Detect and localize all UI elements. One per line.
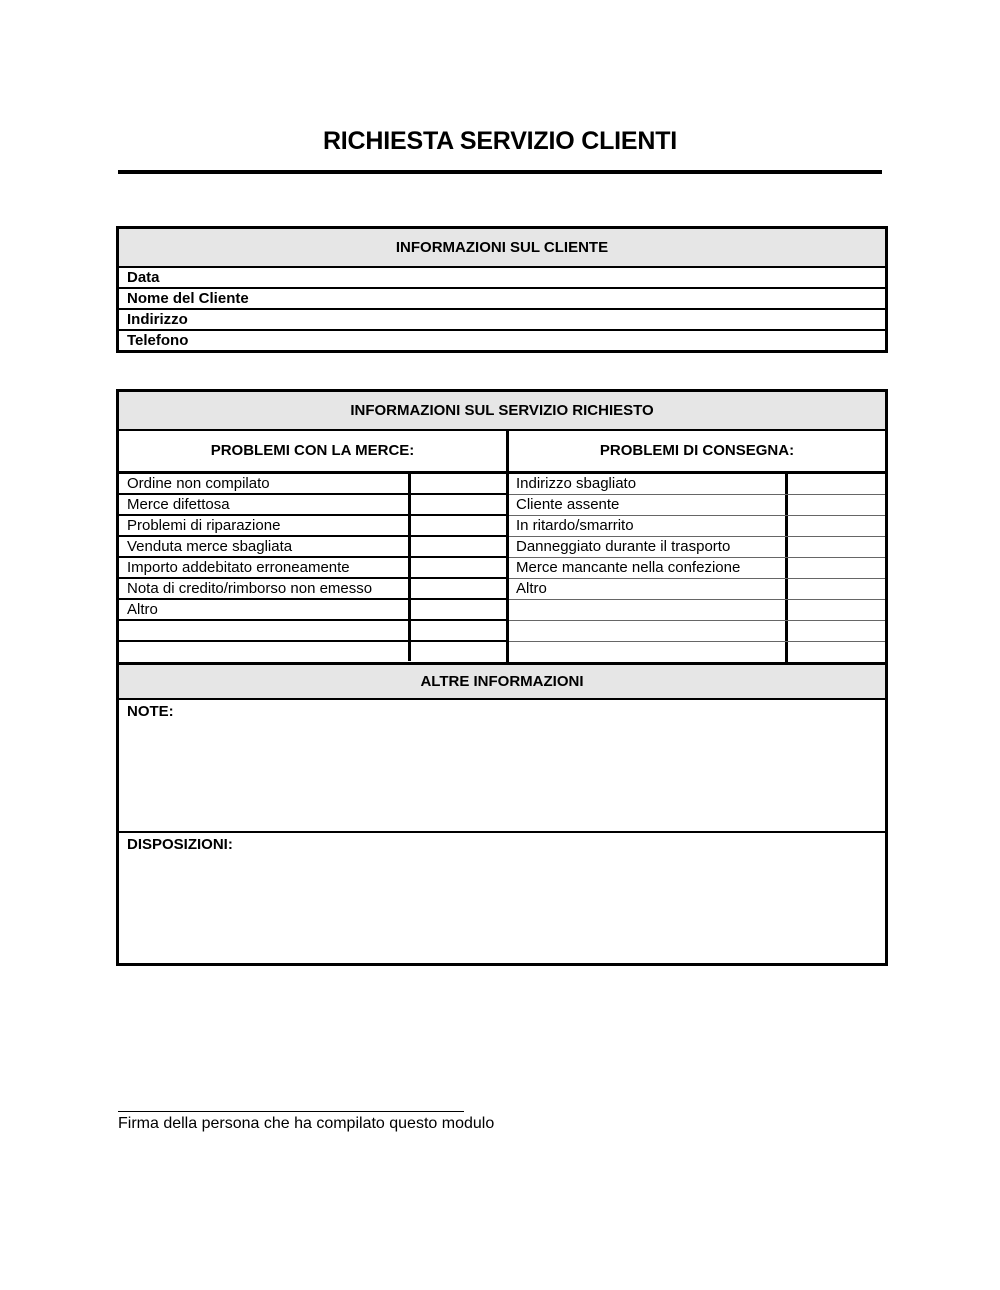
item-label: Problemi di riparazione (127, 517, 281, 534)
list-item (119, 558, 506, 579)
list-item (119, 537, 506, 558)
check-cell[interactable] (408, 621, 506, 640)
item-label: Indirizzo sbagliato (516, 475, 637, 492)
item-label: Cliente assente (516, 496, 620, 513)
check-cell[interactable] (785, 516, 885, 536)
list-item (509, 579, 885, 600)
check-cell[interactable] (408, 537, 506, 556)
item-label: In ritardo/smarrito (516, 517, 634, 534)
dispositions-label: DISPOSIZIONI: (127, 836, 233, 853)
field-label: Indirizzo (127, 311, 188, 328)
goods-problems-header: PROBLEMI CON LA MERCE: (119, 431, 506, 474)
list-item (509, 642, 885, 662)
field-label: Data (127, 269, 160, 286)
other-info-header: ALTRE INFORMAZIONI (119, 662, 885, 700)
item-label: Altro (127, 601, 158, 618)
list-item (119, 642, 506, 661)
list-item (119, 474, 506, 495)
goods-problems-column (119, 431, 509, 662)
check-cell[interactable] (785, 537, 885, 557)
check-cell[interactable] (408, 558, 506, 577)
check-cell[interactable] (408, 516, 506, 535)
check-cell[interactable] (785, 495, 885, 515)
field-label: Nome del Cliente (127, 290, 249, 307)
list-item (509, 474, 885, 495)
item-label[interactable] (509, 642, 785, 662)
check-cell[interactable] (408, 642, 506, 661)
field-label: Telefono (127, 332, 189, 349)
list-item (509, 516, 885, 537)
list-item (119, 621, 506, 642)
item-label: Importo addebitato erroneamente (127, 559, 350, 576)
item-label: Altro (516, 580, 547, 597)
delivery-problems-header: PROBLEMI DI CONSEGNA: (509, 431, 885, 474)
customer-info-header: INFORMAZIONI SUL CLIENTE (119, 229, 885, 268)
customer-info-table (116, 226, 888, 353)
check-cell[interactable] (785, 474, 885, 494)
document-title: RICHIESTA SERVIZIO CLIENTI (322, 127, 678, 155)
list-item (509, 621, 885, 642)
item-label: Ordine non compilato (127, 475, 270, 492)
service-info-header: INFORMAZIONI SUL SERVIZIO RICHIESTO (119, 392, 885, 431)
item-label: Danneggiato durante il trasporto (516, 538, 731, 555)
check-cell[interactable] (408, 600, 506, 619)
item-label[interactable] (509, 621, 785, 641)
check-cell[interactable] (408, 495, 506, 514)
dispositions-field[interactable] (119, 833, 885, 963)
check-cell[interactable] (785, 600, 885, 620)
notes-field[interactable] (119, 700, 885, 833)
field-customer-name[interactable] (119, 289, 885, 310)
service-info-table (116, 389, 888, 966)
signature-label: Firma della persona che ha compilato questo modulo (118, 1115, 495, 1132)
field-date[interactable] (119, 268, 885, 289)
list-item (509, 495, 885, 516)
check-cell[interactable] (408, 579, 506, 598)
check-cell[interactable] (785, 621, 885, 641)
item-label[interactable] (509, 600, 785, 620)
signature-line[interactable] (118, 1111, 464, 1112)
delivery-problems-column (509, 431, 885, 662)
item-label: Merce mancante nella confezione (516, 559, 741, 576)
check-cell[interactable] (785, 558, 885, 578)
list-item (119, 495, 506, 516)
item-label: Merce difettosa (127, 496, 230, 513)
list-item (509, 600, 885, 621)
check-cell[interactable] (408, 474, 506, 493)
item-label[interactable] (119, 621, 408, 640)
field-phone[interactable] (119, 331, 885, 350)
list-item (509, 537, 885, 558)
item-label[interactable] (119, 642, 408, 661)
notes-label: NOTE: (127, 703, 174, 720)
field-address[interactable] (119, 310, 885, 331)
check-cell[interactable] (785, 642, 885, 662)
list-item (509, 558, 885, 579)
list-item (119, 600, 506, 621)
check-cell[interactable] (785, 579, 885, 599)
item-label: Nota di credito/rimborso non emesso (127, 580, 373, 597)
list-item (119, 516, 506, 537)
item-label: Venduta merce sbagliata (127, 538, 293, 555)
list-item (119, 579, 506, 600)
title-divider (118, 170, 882, 174)
